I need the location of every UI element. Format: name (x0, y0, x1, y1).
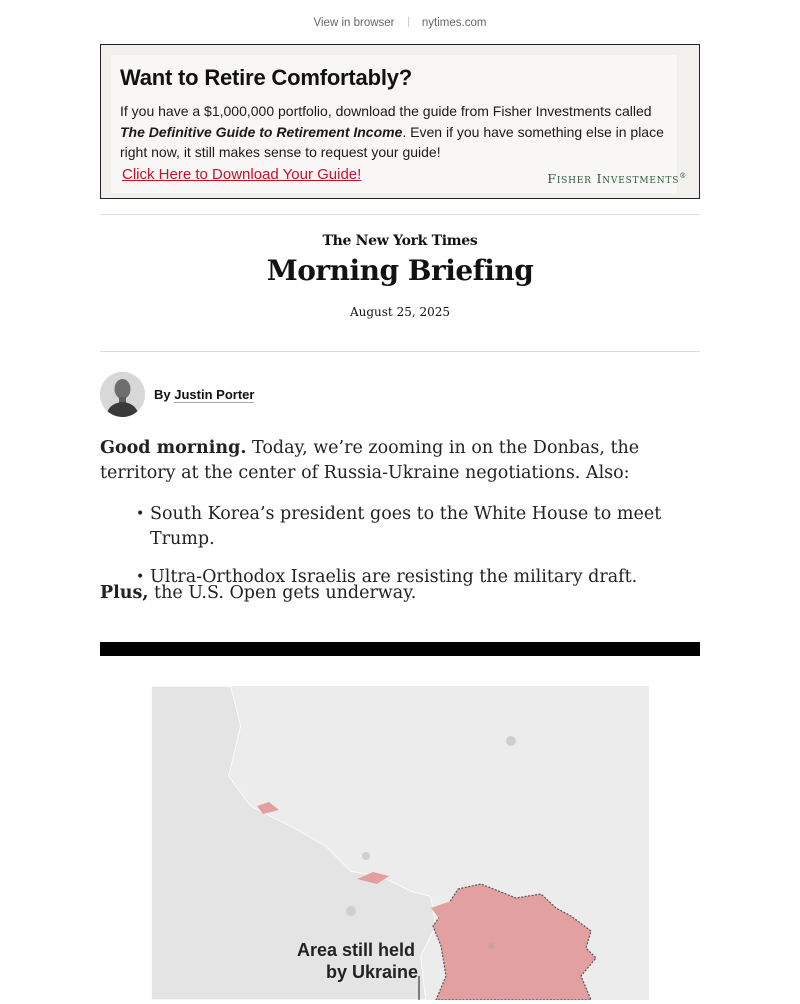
intro-paragraph (100, 436, 700, 486)
fisher-ad-banner[interactable] (100, 44, 700, 199)
bullet-icon: • (136, 569, 145, 585)
nytimes-link[interactable]: nytimes.com (421, 17, 487, 29)
byline (154, 387, 254, 402)
city-marker (346, 906, 356, 916)
bullet-icon: • (136, 506, 145, 522)
donbas-map[interactable] (151, 686, 649, 1000)
city-marker (506, 736, 516, 746)
map-label: Area still held (296, 940, 416, 960)
bullet-text: South Korea’s president goes to the White House to meet Trump. (150, 504, 662, 549)
download-guide-link[interactable]: Click Here to Download Your Guide! (122, 166, 362, 183)
nyt-masthead: The New York Times (322, 233, 478, 249)
divider (100, 351, 700, 352)
author-link[interactable]: Justin Porter (174, 387, 255, 402)
byline-prefix: By (154, 387, 171, 402)
ad-body-text: If you have a $1,000,000 portfolio, download the guide from Fisher Investments called (120, 103, 652, 119)
divider (408, 17, 409, 27)
map-label: by Ukraine (325, 962, 419, 982)
ad-body (120, 101, 680, 163)
view-in-browser-link[interactable]: View in browser (313, 17, 395, 29)
city-marker (362, 852, 370, 860)
bullet-text: Ultra-Orthodox Israelis are resisting the military draft. (150, 567, 638, 587)
city-marker (488, 943, 494, 949)
list-item (100, 502, 700, 552)
top-links (0, 17, 800, 29)
fisher-investments-logo (547, 171, 687, 186)
ad-guide-title: The Definitive Guide to Retirement Income (120, 123, 403, 140)
author-avatar (100, 372, 145, 417)
author-photo (100, 372, 145, 417)
brand-name: Fisher Investments (547, 171, 680, 186)
greeting: Good morning. (100, 438, 247, 458)
ad-title: Want to Retire Comfortably? (120, 65, 413, 90)
divider (100, 214, 700, 215)
plus-paragraph (100, 581, 700, 606)
plus-label: Plus, (100, 583, 149, 603)
ad-body-text-2: . Even if you have something else in place right now, it still makes sense to request your guide! (120, 123, 664, 160)
newsletter-date: August 25, 2025 (349, 305, 451, 319)
plus-text: the U.S. Open gets underway. (148, 583, 417, 603)
newsletter-title: Morning Briefing (266, 254, 534, 287)
map-graphic (151, 686, 649, 1000)
intro-text: Today, we’re zooming in on the Donbas, the territory at the center of Russia-Ukraine negotiations. Also: (100, 438, 640, 483)
registered-mark: ® (679, 171, 687, 180)
section-divider-bar (100, 642, 700, 656)
